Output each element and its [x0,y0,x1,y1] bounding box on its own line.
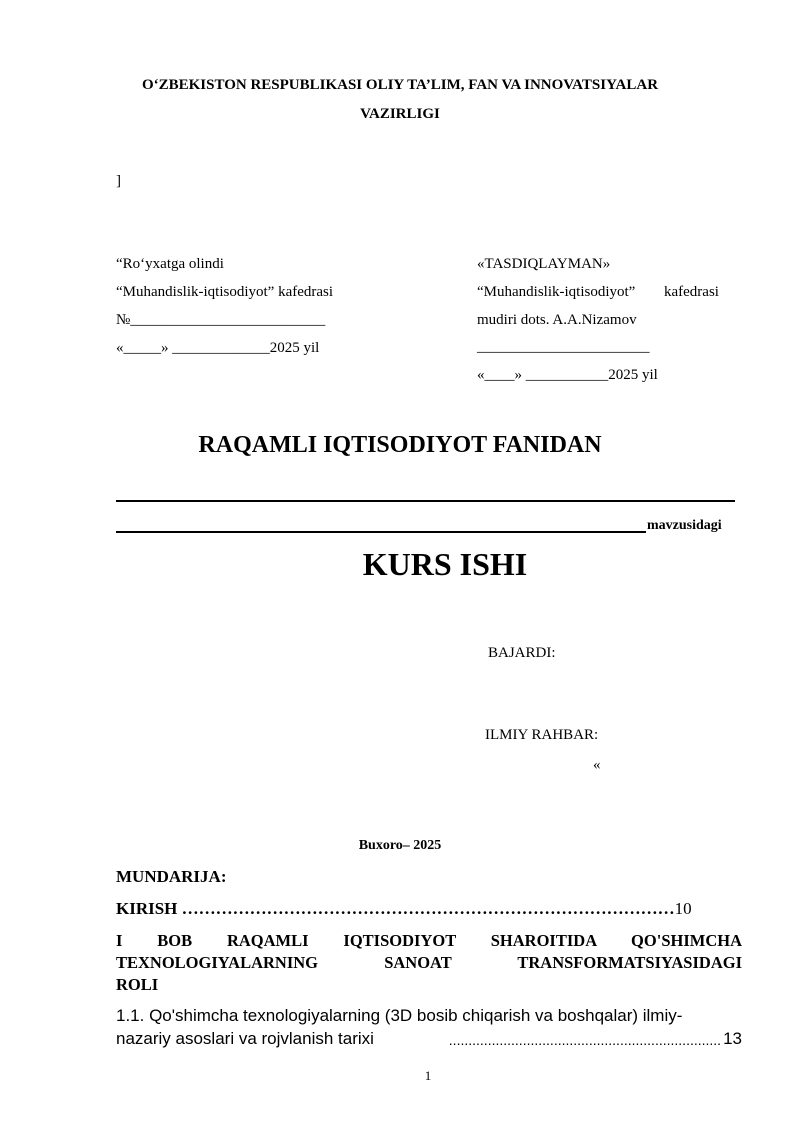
registration-date: «_____» _____________2025 yil [116,340,320,356]
toc-section11-dots: ...................................................................... [448,1032,722,1048]
place-year: Buxoro– 2025 [358,838,442,853]
registration-line2: “Muhandislik-iqtisodiyot” kafedrasi [116,284,334,300]
topic-underline-2 [116,531,646,533]
ministry-title-line2: VAZIRLIGI [360,106,440,122]
toc-chapter1-line2: TEXNOLOGIYALARNING SANOAT TRANSFORMATSIYASIDAGI [116,953,742,972]
toc-intro-page: 10 [674,899,692,918]
toc-heading: MUNDARIJA: [116,867,227,886]
approval-line1: «TASDIQLAYMAN» [477,256,611,272]
topic-suffix: mavzusidagi [647,518,722,533]
registration-number: №__________________________ [116,312,326,328]
work-type-title: KURS ISHI [362,546,528,582]
registration-line1: “Ro‘yxatga olindi [116,256,224,272]
toc-section11-line1: 1.1. Qo'shimcha texnologiyalarning (3D bosib chiqarish va boshqalar) ilmiy- [116,1006,683,1025]
ministry-title-line1: O‘ZBEKISTON RESPUBLIKASI OLIY TA’LIM, FAN VA INNOVATSIYALAR [141,77,659,93]
approval-head-name: mudiri dots. A.A.Nizamov [477,312,637,328]
toc-section11-page: 13 [723,1029,742,1048]
topic-underline-1 [116,500,735,502]
toc-chapter1-line3: ROLI [116,975,159,994]
approval-line2-kafedrasi: kafedrasi [664,284,719,300]
stray-bracket: ] [116,173,121,189]
quote-mark: « [593,757,601,773]
approval-signature-line: _______________________ [477,339,650,355]
toc-section11-text: nazariy asoslari va rojvlanish tarixi [116,1029,374,1048]
toc-section11-line2 [116,1029,742,1051]
subject-title: RAQAMLI IQTISODIYOT FANIDAN [198,432,602,458]
page-number: 1 [424,1068,432,1083]
toc-chapter1-line1: I BOB RAQAMLI IQTISODIYOT SHAROITIDA QO'SHIMCHA [116,931,742,950]
performer-label: BAJARDI: [488,645,556,661]
approval-date: «____» ___________2025 yil [477,367,658,383]
approval-line2-dept: “Muhandislik-iqtisodiyot” [477,284,636,300]
toc-intro-label: KIRISH …………………………………………………………………………… [116,899,675,918]
toc-intro-entry [116,899,692,919]
supervisor-label: ILMIY RAHBAR: [485,727,599,743]
